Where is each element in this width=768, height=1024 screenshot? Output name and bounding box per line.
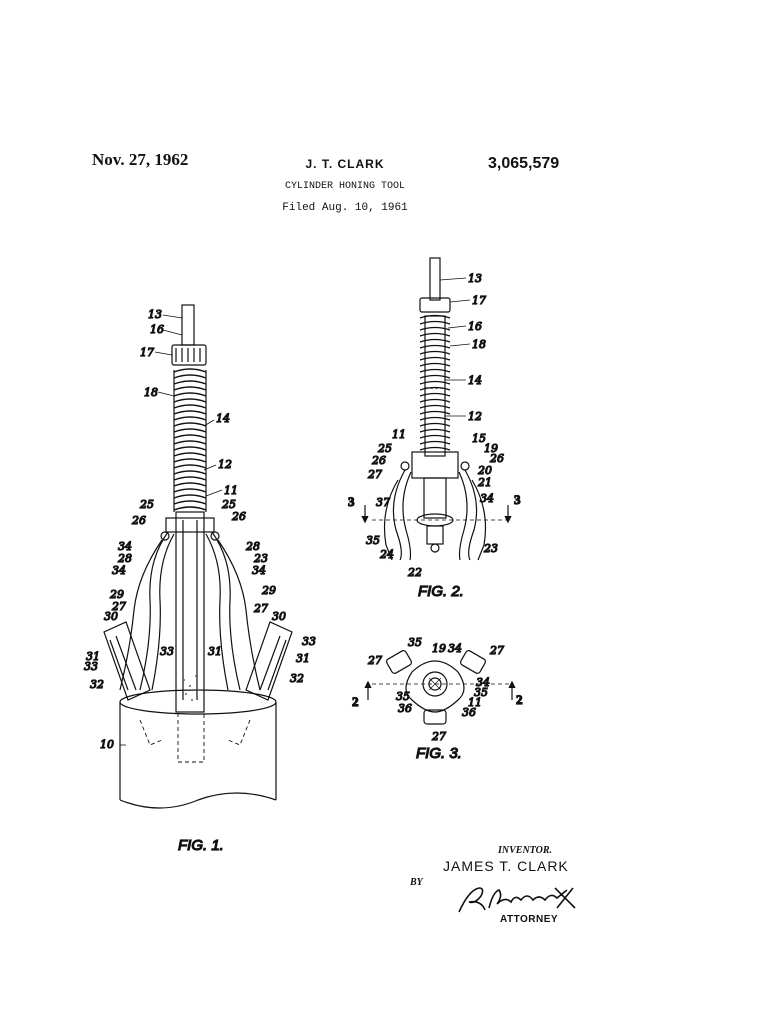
ref-label: 13 xyxy=(468,272,482,285)
ref-label: 16 xyxy=(468,320,482,333)
ref-label: 32 xyxy=(290,672,304,685)
patent-date: Nov. 27, 1962 xyxy=(92,150,189,169)
attorney-label: ATTORNEY xyxy=(500,914,559,925)
ref-label: 34 xyxy=(476,676,490,689)
ref-label: 16 xyxy=(150,323,164,336)
ref-label: 18 xyxy=(144,386,158,399)
ref-label: 34 xyxy=(480,492,494,505)
ref-label: 31 xyxy=(208,645,222,658)
section-mark: 3 xyxy=(514,492,521,507)
ref-label: 30 xyxy=(272,610,286,623)
ref-label: 35 xyxy=(408,636,422,649)
ref-label: 25 xyxy=(222,498,236,511)
figure-3-caption: FIG. 3. xyxy=(416,745,462,762)
ref-label: 19 xyxy=(484,442,498,455)
fig1-reference-numerals xyxy=(84,308,316,751)
ref-label: 26 xyxy=(132,514,146,527)
fig2-reference-numerals xyxy=(348,272,521,579)
ref-label: 15 xyxy=(472,432,486,445)
section-mark: 2 xyxy=(516,692,523,707)
ref-label: 21 xyxy=(478,476,492,489)
inventor-short-name: J. T. CLARK xyxy=(305,157,385,171)
ref-label: 33 xyxy=(160,645,174,658)
ref-label: 27 xyxy=(368,654,382,667)
ref-label: 28 xyxy=(246,540,260,553)
inventor-label: INVENTOR. xyxy=(498,845,552,856)
ref-label: 17 xyxy=(472,294,486,307)
ref-label: 25 xyxy=(140,498,154,511)
ref-label: 14 xyxy=(216,412,230,425)
patent-number: 3,065,579 xyxy=(488,155,560,172)
figure-1-caption: FIG. 1. xyxy=(178,837,224,854)
ref-label: 31 xyxy=(296,652,310,665)
ref-label: 30 xyxy=(104,610,118,623)
inventor-name: JAMES T. CLARK xyxy=(443,858,569,874)
ref-label: 34 xyxy=(118,540,132,553)
ref-label: 19 xyxy=(432,642,446,655)
patent-title: CYLINDER HONING TOOL xyxy=(284,181,406,192)
ref-label: 29 xyxy=(262,584,276,597)
ref-label: 27 xyxy=(254,602,268,615)
ref-label: 35 xyxy=(366,534,380,547)
ref-label: 36 xyxy=(398,702,412,715)
ref-label: 12 xyxy=(468,410,482,423)
ref-label: 18 xyxy=(472,338,486,351)
ref-label: 27 xyxy=(490,644,504,657)
ref-label: 13 xyxy=(148,308,162,321)
ref-label: 12 xyxy=(218,458,232,471)
ref-label: 35 xyxy=(396,690,410,703)
ref-label: 27 xyxy=(368,468,382,481)
figure-3-drawing xyxy=(365,650,515,724)
section-mark: 2 xyxy=(352,694,359,709)
ref-label: 27 xyxy=(432,730,446,743)
ref-label: 17 xyxy=(140,346,154,359)
ref-label: 11 xyxy=(468,696,482,709)
ref-label: 26 xyxy=(232,510,246,523)
ref-label: 28 xyxy=(118,552,132,565)
ref-label: 14 xyxy=(468,374,482,387)
section-mark: 3 xyxy=(348,494,355,509)
ref-label: 34 xyxy=(252,564,266,577)
ref-label: 26 xyxy=(372,454,386,467)
ref-label: 25 xyxy=(378,442,392,455)
by-label: BY xyxy=(410,877,423,888)
ref-label: 23 xyxy=(484,542,498,555)
ref-label: 24 xyxy=(380,548,394,561)
ref-label: 33 xyxy=(84,660,98,673)
ref-label: 11 xyxy=(224,484,238,497)
ref-label: 35 xyxy=(474,686,488,699)
ref-label: 33 xyxy=(302,635,316,648)
ref-label: 20 xyxy=(478,464,492,477)
ref-label: 34 xyxy=(112,564,126,577)
ref-label: 23 xyxy=(254,552,268,565)
ref-label: 11 xyxy=(392,428,406,441)
filing-date: Filed Aug. 10, 1961 xyxy=(282,202,408,214)
figure-2-caption: FIG. 2. xyxy=(418,583,464,600)
figure-2-drawing xyxy=(362,258,511,560)
attorney-signature-icon xyxy=(455,882,585,916)
ref-label: 22 xyxy=(408,566,422,579)
ref-label: 27 xyxy=(112,600,126,613)
ref-label: 31 xyxy=(86,650,100,663)
ref-label: 37 xyxy=(376,496,390,509)
ref-label: 36 xyxy=(462,706,476,719)
ref-label: 34 xyxy=(448,642,462,655)
ref-label: 26 xyxy=(490,452,504,465)
ref-label: 29 xyxy=(110,588,124,601)
ref-label: 10 xyxy=(100,738,114,751)
ref-label: 32 xyxy=(90,678,104,691)
